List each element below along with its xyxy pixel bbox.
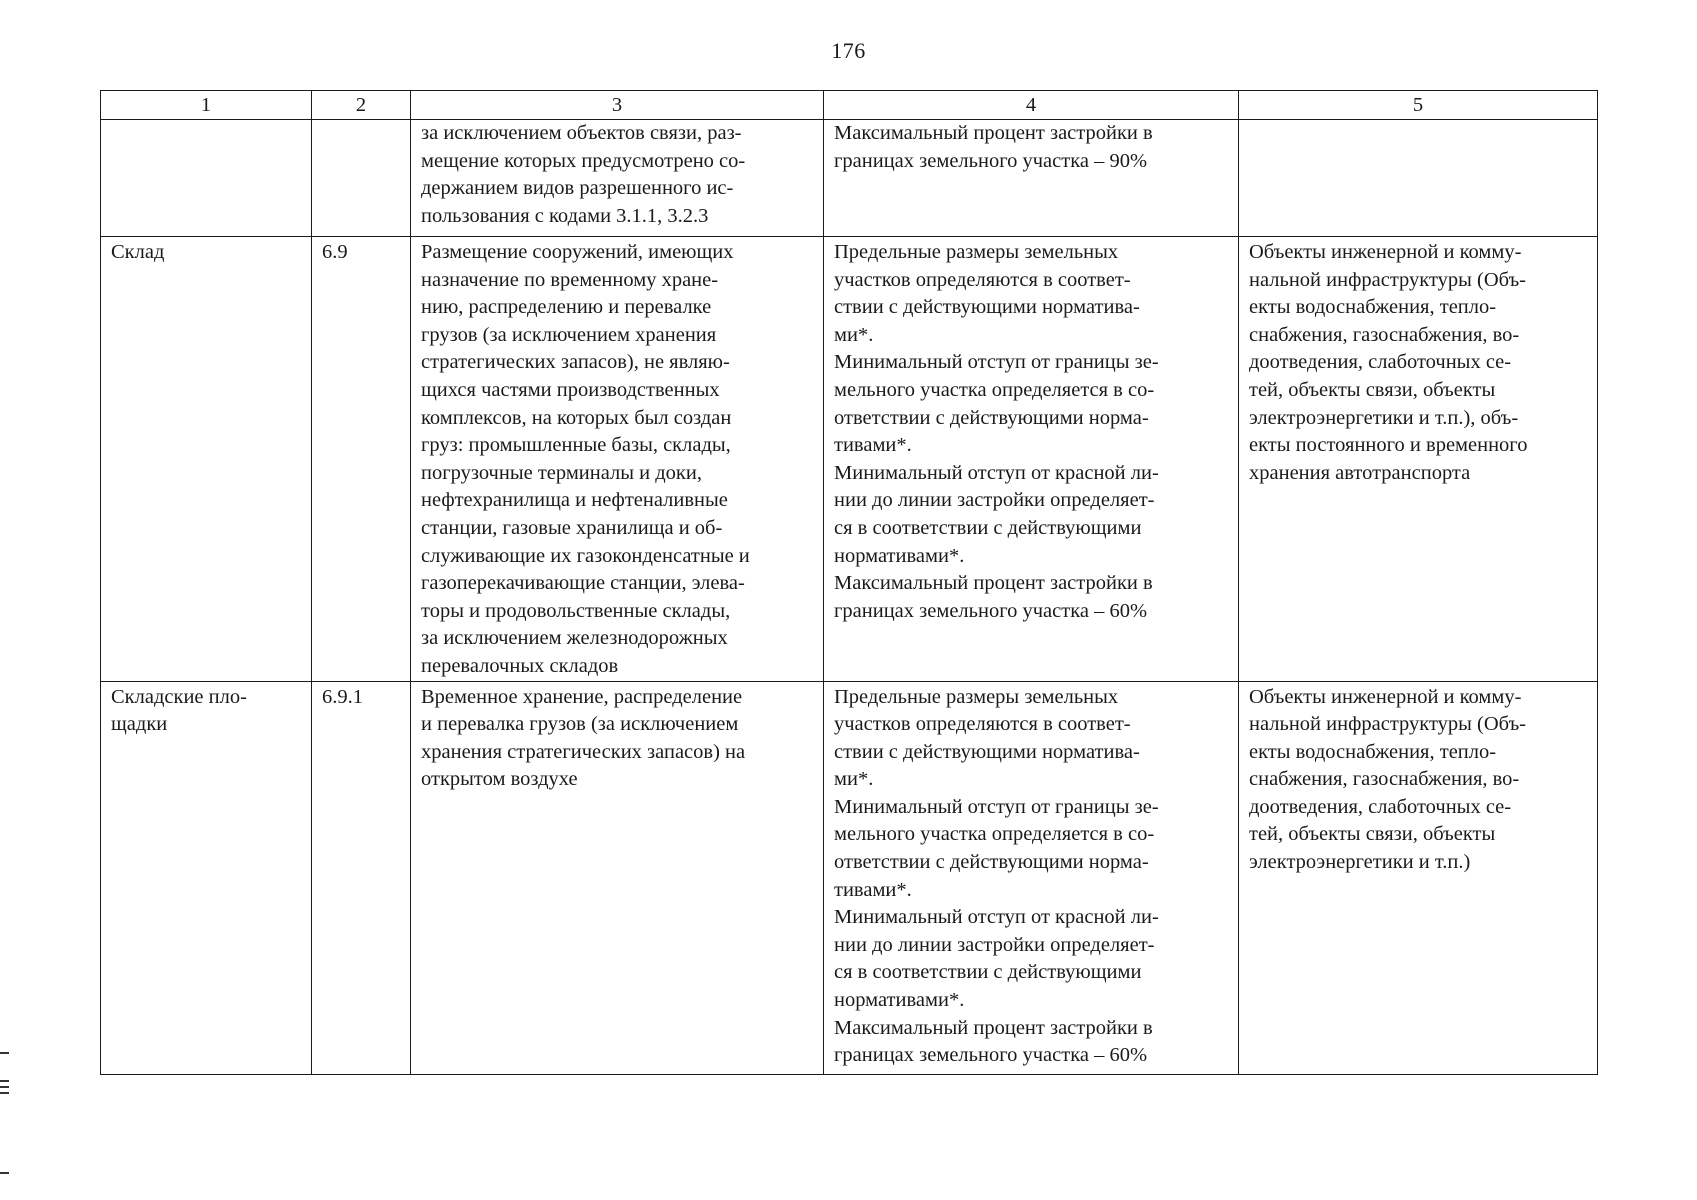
text-line: нию, распределению и перевалке: [421, 296, 712, 319]
cell-use-description: [411, 120, 824, 237]
cell-use-name: [101, 237, 312, 682]
text-line: ся в соответствии с действующими: [834, 961, 1142, 984]
text-line: Минимальный отступ от красной ли-: [834, 906, 1159, 929]
text-line: за исключением объектов связи, раз-: [421, 122, 742, 144]
text-line: ствии с действующими норматива-: [834, 296, 1140, 319]
text-line: участков определяются в соответ-: [834, 268, 1131, 291]
text-line: Объекты инженерной и комму-: [1249, 241, 1522, 263]
text-line: Минимальный отступ от границы зе-: [834, 795, 1159, 818]
text-line: ответствии с действующими норма-: [834, 406, 1149, 429]
table-header-row: [101, 91, 1598, 120]
text-line: нальной инфраструктуры (Объ-: [1249, 268, 1527, 291]
text-line: 6.9: [322, 241, 348, 263]
text-line: газоперекачивающие станции, элева-: [421, 572, 745, 595]
cell-use-description: [411, 681, 824, 1074]
text-line: электроэнергетики и т.п.), объ-: [1249, 406, 1519, 429]
cell-use-parameters: [824, 120, 1239, 237]
cell-use-parameters: [824, 237, 1239, 682]
text-line: границах земельного участка – 90%: [834, 149, 1148, 172]
text-line: нефтехранилища и нефтеналивные: [421, 489, 728, 512]
text-line: ствии с действующими норматива-: [834, 740, 1140, 763]
text-line: ми*.: [834, 768, 874, 791]
text-line: Минимальный отступ от красной ли-: [834, 461, 1159, 484]
text-line: Максимальный процент застройки в: [834, 122, 1153, 144]
text-line: хранения стратегических запасов) на: [421, 740, 746, 763]
text-line: хранения автотранспорта: [1249, 461, 1471, 484]
text-line: границах земельного участка – 60%: [834, 1044, 1148, 1067]
text-line: перевалочных складов: [421, 654, 619, 677]
cell-auxiliary-uses: [1239, 681, 1598, 1074]
column-header-1: 1: [101, 91, 312, 120]
cell-use-description: [411, 237, 824, 682]
text-line: екты постоянного и временного: [1249, 434, 1528, 457]
text-line: и перевалка грузов (за исключением: [421, 713, 739, 736]
cell-use-code: [312, 120, 411, 237]
table-row: [101, 120, 1598, 237]
column-header-4: 4: [824, 91, 1239, 120]
page-number: 176: [831, 38, 866, 63]
text-line: Объекты инженерной и комму-: [1249, 685, 1522, 708]
text-line: Предельные размеры земельных: [834, 241, 1119, 263]
text-line: комплексов, на которых был создан: [421, 406, 732, 429]
text-line: торы и продовольственные склады,: [421, 599, 731, 622]
scan-margin-mark: [0, 1092, 9, 1094]
text-line: пользования с кодами 3.1.1, 3.2.3: [421, 204, 709, 227]
table-row: [101, 681, 1598, 1074]
text-line: екты водоснабжения, тепло-: [1249, 296, 1497, 319]
text-line: мельного участка определяется в со-: [834, 378, 1155, 401]
text-line: служивающие их газоконденсатные и: [421, 544, 750, 567]
text-line: за исключением железнодорожных: [421, 627, 728, 650]
text-line: Предельные размеры земельных: [834, 685, 1119, 708]
cell-use-name: [101, 681, 312, 1074]
cell-use-parameters: [824, 681, 1239, 1074]
column-header-5: 5: [1239, 91, 1598, 120]
text-line: 6.9.1: [322, 685, 363, 708]
text-line: ми*.: [834, 323, 874, 346]
text-line: доотведения, слаботочных се-: [1249, 795, 1512, 818]
text-line: держанием видов разрешенного ис-: [421, 177, 734, 200]
text-line: нормативами*.: [834, 989, 965, 1012]
text-line: мельного участка определяется в со-: [834, 823, 1155, 846]
text-line: екты водоснабжения, тепло-: [1249, 740, 1497, 763]
text-line: груз: промышленные базы, склады,: [421, 434, 731, 457]
text-line: снабжения, газоснабжения, во-: [1249, 768, 1520, 791]
text-line: Размещение сооружений, имеющих: [421, 241, 734, 263]
text-line: щихся частями производственных: [421, 378, 720, 401]
text-line: погрузочные терминалы и доки,: [421, 461, 702, 484]
text-line: мещение которых предусмотрено со-: [421, 149, 746, 172]
scan-margin-mark: [0, 1080, 9, 1082]
column-header-3: 3: [411, 91, 824, 120]
scan-margin-mark: [0, 1052, 9, 1054]
text-line: границах земельного участка – 60%: [834, 599, 1148, 622]
text-line: Максимальный процент застройки в: [834, 572, 1153, 595]
text-line: тивами*.: [834, 434, 912, 457]
cell-use-code: [312, 237, 411, 682]
table-row: [101, 237, 1598, 682]
text-line: тивами*.: [834, 878, 912, 901]
text-line: Склад: [111, 241, 165, 263]
text-line: ся в соответствии с действующими: [834, 516, 1142, 539]
text-line: стратегических запасов), не являю-: [421, 351, 730, 374]
text-line: грузов (за исключением хранения: [421, 323, 717, 346]
cell-use-name: [101, 120, 312, 237]
text-line: ответствии с действующими норма-: [834, 851, 1149, 874]
text-line: нормативами*.: [834, 544, 965, 567]
text-line: щадки: [111, 713, 168, 736]
text-line: нальной инфраструктуры (Объ-: [1249, 713, 1527, 736]
text-line: нии до линии застройки определяет-: [834, 933, 1155, 956]
text-line: нии до линии застройки определяет-: [834, 489, 1155, 512]
text-line: участков определяются в соответ-: [834, 713, 1131, 736]
text-line: тей, объекты связи, объекты: [1249, 823, 1496, 846]
scan-margin-mark: [0, 1172, 9, 1174]
cell-use-code: [312, 681, 411, 1074]
text-line: Минимальный отступ от границы зе-: [834, 351, 1159, 374]
cell-auxiliary-uses: [1239, 120, 1598, 237]
text-line: электроэнергетики и т.п.): [1249, 851, 1471, 874]
text-line: Временное хранение, распределение: [421, 685, 743, 708]
text-line: Складские пло-: [111, 685, 247, 708]
text-line: открытом воздухе: [421, 768, 578, 791]
text-line: тей, объекты связи, объекты: [1249, 378, 1496, 401]
column-header-2: 2: [312, 91, 411, 120]
text-line: Максимальный процент застройки в: [834, 1016, 1153, 1039]
cell-auxiliary-uses: [1239, 237, 1598, 682]
text-line: доотведения, слаботочных се-: [1249, 351, 1512, 374]
regulations-table: [100, 90, 1598, 1075]
scan-margin-mark: [0, 1086, 9, 1088]
text-line: назначение по временному хране-: [421, 268, 719, 291]
text-line: снабжения, газоснабжения, во-: [1249, 323, 1520, 346]
text-line: станции, газовые хранилища и об-: [421, 516, 723, 539]
